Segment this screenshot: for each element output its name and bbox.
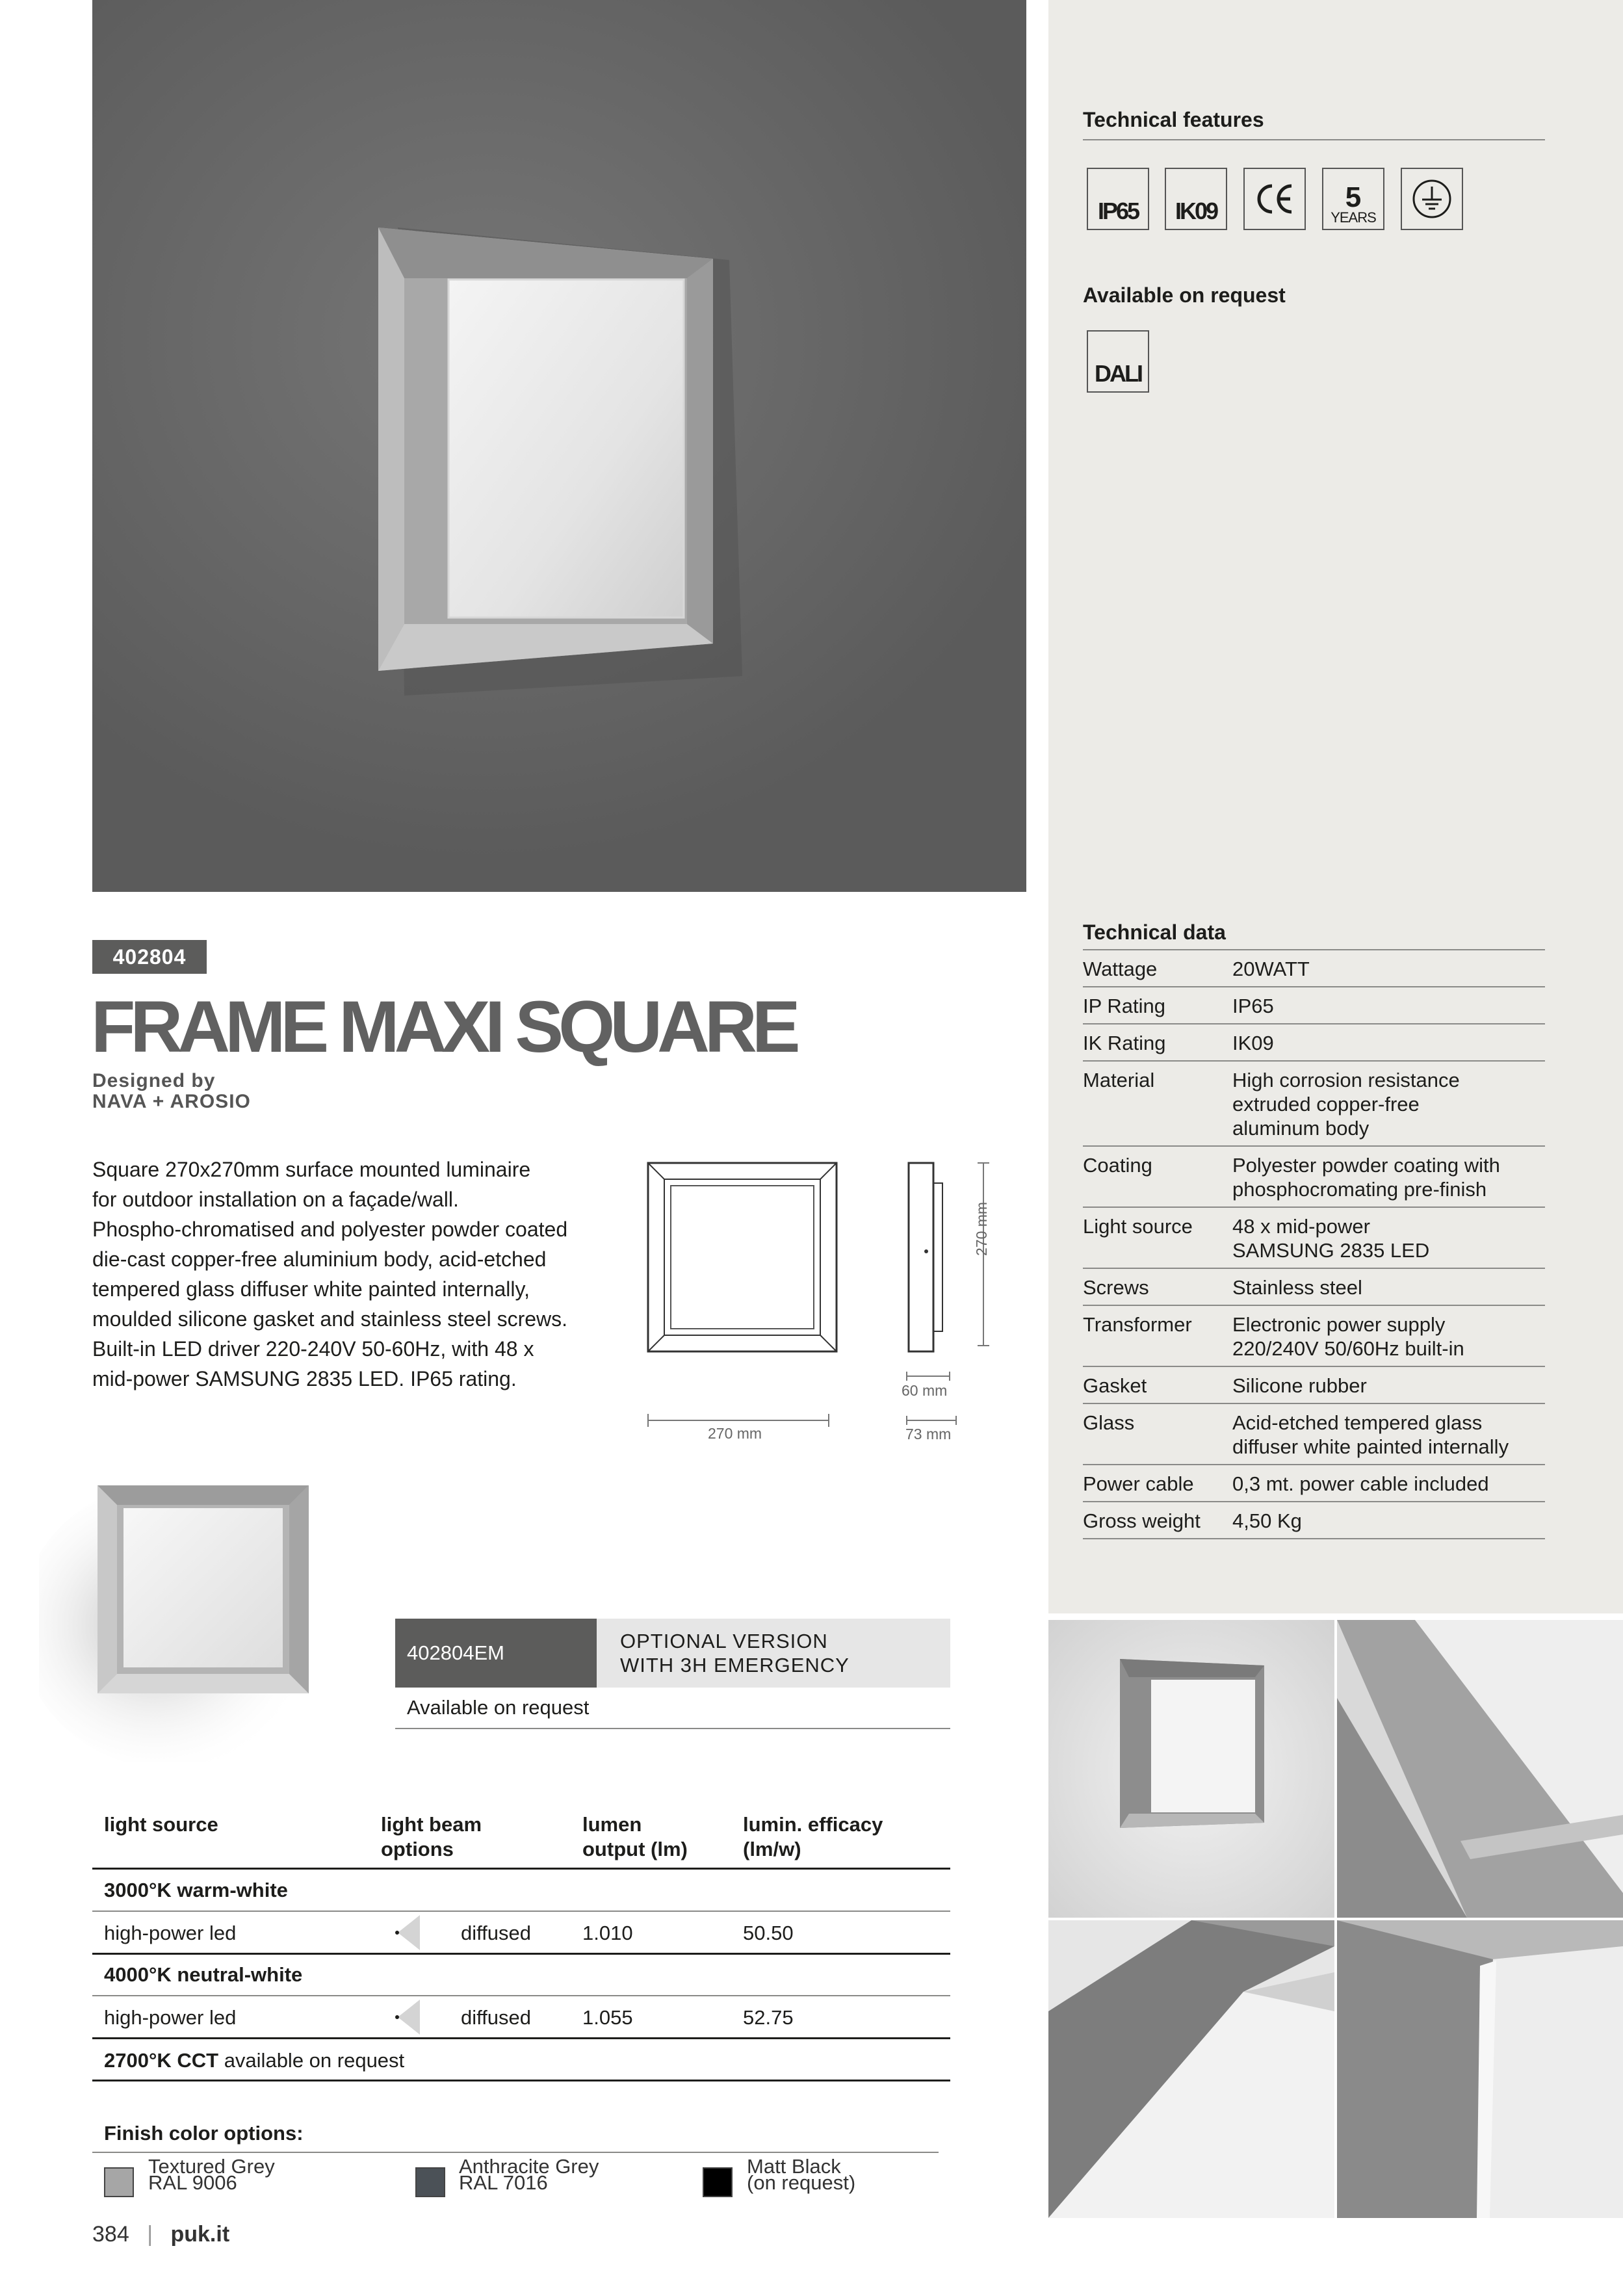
swatch-matt-black	[703, 2167, 733, 2197]
efficacy-cell: 50.50	[743, 1922, 794, 1944]
row-label: IK Rating	[1083, 1032, 1166, 1054]
row-label: Wattage	[1083, 958, 1158, 980]
header-line: output (lm)	[582, 1838, 688, 1860]
header-line: light beam	[381, 1813, 482, 1836]
footer-separator: |	[147, 2222, 153, 2247]
width-dimension-label: 270 mm	[708, 1425, 762, 1442]
swatch-anthracite-grey	[415, 2167, 445, 2197]
hero-luminaire-illustration	[92, 0, 1026, 892]
gallery-image-3	[1048, 1920, 1334, 2218]
header-line: options	[381, 1838, 454, 1860]
beam-cell: diffused	[461, 1922, 532, 1944]
emergency-title-line: OPTIONAL VERSION	[620, 1630, 828, 1652]
product-description	[92, 1155, 651, 1394]
table-row	[1083, 1465, 1545, 1502]
row-label: Gasket	[1083, 1374, 1147, 1397]
finish-option-label	[148, 2155, 275, 2194]
table-row	[1083, 1502, 1545, 1539]
description-line: Square 270x270mm surface mounted luminaire	[92, 1158, 531, 1181]
product-thumbnail-image	[39, 1476, 338, 1762]
row-label: Glass	[1083, 1411, 1135, 1434]
gallery-luminaire-front	[1048, 1620, 1334, 1918]
table-row	[1083, 1269, 1545, 1306]
technical-data-heading: Technical data	[1083, 920, 1226, 944]
row-label: Transformer	[1083, 1313, 1192, 1336]
col-header-light-source: light source	[104, 1813, 218, 1836]
group-title: 4000°K neutral-white	[104, 1963, 303, 1986]
gallery-image-2	[1337, 1620, 1623, 1918]
finish-option-name: Matt Black	[747, 2155, 841, 2178]
gallery-bevel-detail	[1337, 1920, 1623, 2218]
description-line: mid-power SAMSUNG 2835 LED. IP65 rating.	[92, 1367, 517, 1390]
lumen-cell: 1.055	[582, 2006, 633, 2029]
table-row	[1083, 1208, 1545, 1269]
col-header-beam	[381, 1812, 482, 1862]
finish-option-label	[747, 2155, 856, 2194]
technical-features-heading: Technical features	[1083, 108, 1264, 131]
table-row	[1083, 1367, 1545, 1404]
ik09-icon: IK09	[1165, 168, 1227, 230]
diffused-beam-icon	[394, 1998, 421, 2036]
gallery-image-4	[1337, 1920, 1623, 2218]
group-title: 3000°K warm-white	[104, 1879, 288, 1901]
row-value: 48 x mid-power SAMSUNG 2835 LED	[1232, 1215, 1430, 1262]
row-value: 0,3 mt. power cable included	[1232, 1472, 1489, 1495]
side-view-drawing	[897, 1151, 1001, 1450]
technical-data-table	[1083, 949, 1545, 1539]
divider	[1083, 139, 1545, 140]
description-line: die-cast copper-free aluminium body, acid-etched	[92, 1247, 547, 1271]
cct-note-rest: available on request	[218, 2049, 405, 2072]
divider	[92, 1953, 950, 1955]
row-label: Power cable	[1083, 1472, 1194, 1495]
table-row	[1083, 1147, 1545, 1208]
available-on-request-heading: Available on request	[1083, 283, 1286, 307]
description-line: Phospho-chromatised and polyester powder coated	[92, 1218, 568, 1241]
header-line: lumin. efficacy	[743, 1813, 883, 1836]
earth-ground-icon	[1401, 168, 1463, 230]
depth-total-dimension-label: 73 mm	[905, 1426, 952, 1442]
row-value: Polyester powder coating with phosphocromating pre-finish	[1232, 1154, 1500, 1201]
row-value: Silicone rubber	[1232, 1374, 1367, 1397]
finish-option-code: (on request)	[747, 2171, 856, 2194]
row-value: Electronic power supply 220/240V 50/60Hz built-in	[1232, 1313, 1464, 1360]
table-row	[1083, 949, 1545, 987]
light-source-cell: high-power led	[104, 2006, 237, 2029]
description-line: Built-in LED driver 220-240V 50-60Hz, with 48 x	[92, 1337, 534, 1361]
row-value: IP65	[1232, 995, 1274, 1017]
emergency-title-cell	[597, 1619, 950, 1688]
row-label: Gross weight	[1083, 1509, 1201, 1532]
finish-option-name: Textured Grey	[148, 2155, 275, 2178]
finish-option-label	[459, 2155, 599, 2194]
row-label: IP Rating	[1083, 995, 1165, 1017]
row-value: Acid-etched tempered glass diffuser white painted internally	[1232, 1411, 1509, 1458]
header-line: (lm/w)	[743, 1838, 801, 1860]
page-footer	[92, 2222, 229, 2247]
table-row	[1083, 987, 1545, 1024]
depth-front-dimension-label: 60 mm	[902, 1382, 948, 1399]
gallery-image-1	[1048, 1620, 1334, 1918]
hero-product-photo	[92, 0, 1026, 892]
ce-mark-icon	[1243, 168, 1306, 230]
designer-name: NAVA + AROSIO	[92, 1091, 251, 1112]
table-row	[1083, 1306, 1545, 1367]
row-value: High corrosion resistance extruded copper-free aluminum body	[1232, 1069, 1460, 1140]
description-line: tempered glass diffuser white painted internally,	[92, 1277, 530, 1301]
cct-note	[104, 2048, 404, 2074]
cct-note-bold: 2700°K CCT	[104, 2049, 219, 2072]
header-line: lumen	[582, 1813, 642, 1836]
table-row	[1083, 1024, 1545, 1062]
ip65-icon: IP65	[1087, 168, 1149, 230]
divider	[92, 1868, 950, 1870]
dali-icon: DALI	[1087, 330, 1149, 393]
finish-option-code: RAL 9006	[148, 2171, 237, 2194]
lumen-cell: 1.010	[582, 1922, 633, 1944]
divider	[92, 1911, 950, 1912]
diffused-beam-icon	[394, 1914, 421, 1951]
row-label: Screws	[1083, 1276, 1149, 1299]
product-title: FRAME MAXI SQUARE	[91, 986, 796, 1067]
page-number: 384	[92, 2222, 129, 2247]
divider	[92, 1995, 950, 1996]
emergency-code-cell: 402804EM	[395, 1619, 597, 1688]
row-value: 20WATT	[1232, 958, 1310, 980]
description-line: moulded silicone gasket and stainless steel screws.	[92, 1307, 568, 1331]
height-dimension-label: 270 mm	[973, 1201, 990, 1256]
row-value: 4,50 Kg	[1232, 1509, 1302, 1532]
finish-option-name: Anthracite Grey	[459, 2155, 599, 2178]
efficacy-cell: 52.75	[743, 2006, 794, 2029]
row-value: Stainless steel	[1232, 1276, 1362, 1299]
beam-cell: diffused	[461, 2006, 532, 2029]
row-label: Material	[1083, 1069, 1155, 1091]
divider	[92, 2152, 939, 2153]
footer-site-link[interactable]: puk.it	[170, 2222, 230, 2247]
gallery-edge-detail	[1048, 1920, 1334, 2218]
light-source-cell: high-power led	[104, 1922, 237, 1944]
emergency-availability: Available on request	[395, 1688, 950, 1729]
ce-mark-glyph	[1249, 173, 1301, 225]
table-row	[1083, 1062, 1545, 1147]
row-value: IK09	[1232, 1032, 1274, 1054]
table-row	[1083, 1404, 1545, 1465]
col-header-efficacy	[743, 1812, 883, 1862]
finish-heading: Finish color options:	[104, 2122, 304, 2145]
row-label: Coating	[1083, 1154, 1152, 1177]
col-header-lumen	[582, 1812, 688, 1862]
product-code-badge: 402804	[92, 940, 207, 974]
description-line: for outdoor installation on a façade/wall.	[92, 1188, 459, 1211]
finish-option-code: RAL 7016	[459, 2171, 548, 2194]
swatch-textured-grey	[104, 2167, 134, 2197]
gallery-corner-detail	[1337, 1620, 1623, 1918]
divider	[92, 2037, 950, 2039]
designed-by-label: Designed by	[92, 1070, 216, 1091]
earth-ground-glyph	[1409, 176, 1455, 222]
warranty-5-years-icon: 5 YEARS	[1322, 168, 1384, 230]
row-label: Light source	[1083, 1215, 1193, 1238]
emergency-title-line: WITH 3H EMERGENCY	[620, 1654, 850, 1676]
divider	[92, 2080, 950, 2081]
